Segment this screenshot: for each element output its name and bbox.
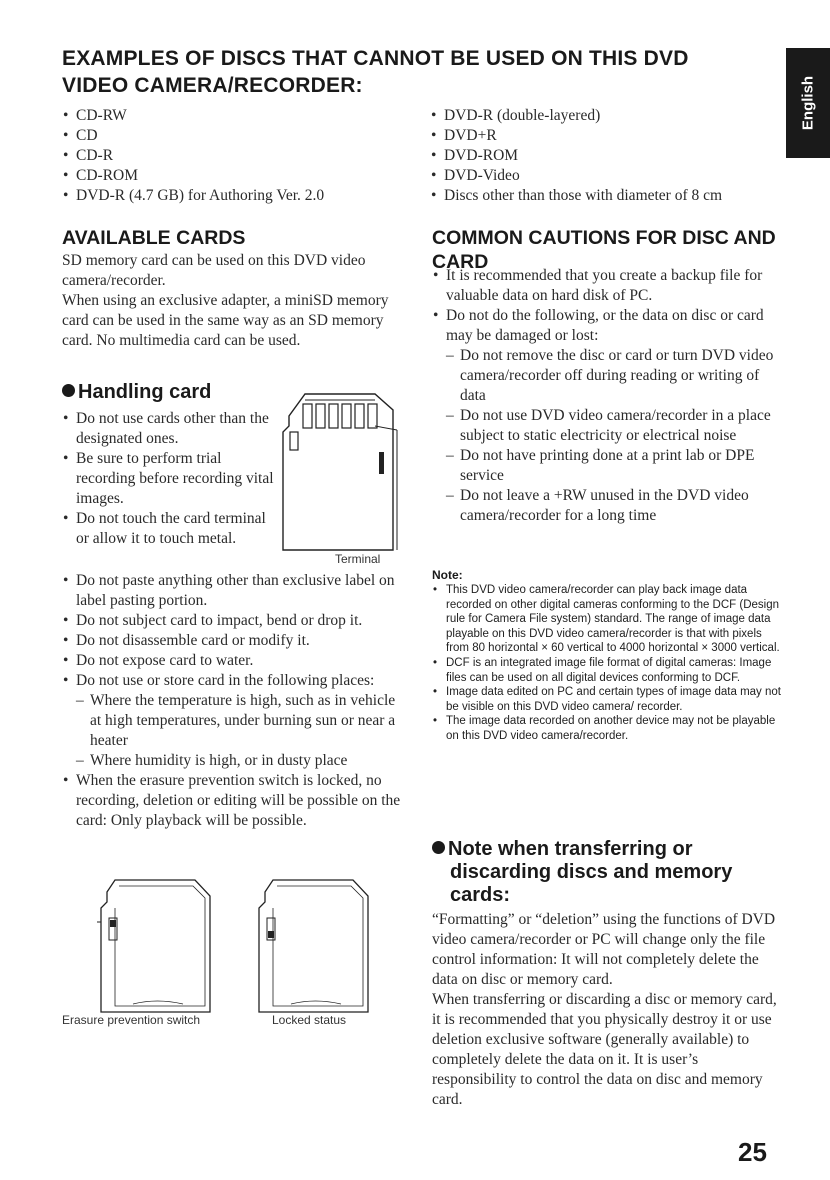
paragraph: SD memory card can be used on this DVD video camera/recorder. bbox=[62, 252, 366, 289]
list-item: • Image data edited on PC and certain types of image data may not be visible on this DVD video camera/ recorder. bbox=[432, 685, 782, 714]
list-item: • Do not expose card to water. bbox=[62, 651, 407, 671]
sub-item: – Do not remove the disc or card or turn DVD video camera/recorder off during reading or writing of data bbox=[446, 346, 782, 406]
list-item: • CD-RW bbox=[62, 106, 402, 126]
list-item: • DCF is an integrated image file format of digital cameras: Image files can be used on all digital devices conforming to DCF. bbox=[432, 656, 782, 685]
erasure-switch-label: Erasure prevention switch bbox=[62, 1013, 201, 1027]
unusable-discs-list-left bbox=[62, 106, 402, 206]
paragraph: “Formatting” or “deletion” using the functions of DVD video camera/recorder or PC will change only the file control information: It will not completely delete the data on disc or memory card. bbox=[432, 911, 776, 988]
available-cards-body bbox=[62, 251, 402, 351]
list-item: • The image data recorded on another device may not be playable on this DVD video camera/recorder. bbox=[432, 714, 782, 743]
transfer-heading-line2: discarding discs and memory bbox=[450, 861, 733, 883]
transfer-body bbox=[432, 910, 782, 1110]
list-item-text: Do not do the following, or the data on disc or card may be damaged or lost: bbox=[446, 307, 764, 344]
list-item: • This DVD video camera/recorder can play back image data recorded on other digital cameras conforming to the DCF (Design rule for Camera File system) standard. The range of image data playable on this DVD video camera/recorder is that with pixels from 80 horizontal × 60 vertical to 4000 horizontal × 3000 vertical. bbox=[432, 583, 782, 656]
list-item: • DVD-Video bbox=[430, 166, 790, 186]
list-item bbox=[432, 306, 782, 526]
list-item: • Do not paste anything other than exclusive label on label pasting portion. bbox=[62, 571, 407, 611]
list-item: • CD bbox=[62, 126, 402, 146]
sd-card-erasure-illustration bbox=[97, 878, 212, 1014]
paragraph: When transferring or discarding a disc or memory card, it is recommended that you physically destroy it or use deletion exclusive software (generally available) to completely delete the data on it. It is user’s responsibility to control the data on disc and memory card. bbox=[432, 991, 777, 1108]
list-item: • DVD-R (4.7 GB) for Authoring Ver. 2.0 bbox=[62, 186, 402, 206]
bullet-dot-icon bbox=[432, 841, 445, 854]
note-list bbox=[432, 583, 782, 744]
handling-card-heading-text: Handling card bbox=[78, 381, 212, 403]
list-item: • It is recommended that you create a backup file for valuable data on hard disk of PC. bbox=[432, 266, 782, 306]
sub-item: – Do not use DVD video camera/recorder in a place subject to static electricity or electrical noise bbox=[446, 406, 782, 446]
list-item bbox=[62, 671, 407, 771]
common-cautions-body bbox=[432, 266, 782, 526]
note-section bbox=[432, 568, 782, 744]
handling-card-heading bbox=[62, 380, 211, 405]
page-title: EXAMPLES OF DISCS THAT CANNOT BE USED ON THIS DVD VIDEO CAMERA/RECORDER: bbox=[62, 47, 689, 97]
transfer-heading bbox=[432, 838, 782, 907]
locked-status-label: Locked status bbox=[272, 1013, 347, 1027]
language-tab-label: English bbox=[799, 75, 817, 131]
list-item: • Be sure to perform trial recording before recording vital images. bbox=[62, 449, 282, 509]
list-item: • Do not use cards other than the designated ones. bbox=[62, 409, 282, 449]
unusable-discs-list-right bbox=[430, 106, 790, 206]
page-number: 25 bbox=[738, 1137, 767, 1167]
common-cautions-heading: COMMON CAUTIONS FOR DISC AND CARD bbox=[432, 227, 776, 273]
list-item: • DVD-ROM bbox=[430, 146, 790, 166]
bullet-dot-icon bbox=[62, 384, 75, 397]
sub-item: – Where humidity is high, or in dusty place bbox=[76, 751, 407, 771]
note-title: Note: bbox=[432, 568, 463, 582]
common-cautions-list bbox=[432, 266, 782, 526]
available-cards-heading: AVAILABLE CARDS bbox=[62, 227, 246, 249]
list-item: • CD-R bbox=[62, 146, 402, 166]
list-item: • DVD-R (double-layered) bbox=[430, 106, 790, 126]
sub-item: – Do not leave a +RW unused in the DVD video camera/recorder for a long time bbox=[446, 486, 782, 526]
sub-item: – Where the temperature is high, such as in vehicle at high temperatures, under burning sun or near a heater bbox=[76, 691, 407, 751]
handling-list-bottom bbox=[62, 571, 407, 831]
sd-card-terminal-illustration bbox=[275, 392, 405, 552]
handling-list-top bbox=[62, 409, 282, 549]
language-tab bbox=[786, 48, 830, 158]
terminal-label: Terminal bbox=[335, 552, 381, 566]
paragraph: When using an exclusive adapter, a miniSD memory card can be used in the same way as an SD memory card. No multimedia card can be used. bbox=[62, 292, 389, 349]
transfer-heading-line1: Note when transferring or bbox=[448, 838, 693, 860]
list-item: • Do not disassemble card or modify it. bbox=[62, 631, 407, 651]
transfer-heading-line3: cards: bbox=[450, 884, 511, 906]
sub-item: – Do not have printing done at a print lab or DPE service bbox=[446, 446, 782, 486]
list-item-text: Do not use or store card in the following places: bbox=[76, 672, 375, 689]
list-item: • DVD+R bbox=[430, 126, 790, 146]
list-item: • Do not touch the card terminal or allow it to touch metal. bbox=[62, 509, 282, 549]
sd-card-locked-illustration bbox=[255, 878, 370, 1014]
list-item: • Discs other than those with diameter of 8 cm bbox=[430, 186, 790, 206]
list-item: • Do not subject card to impact, bend or drop it. bbox=[62, 611, 407, 631]
list-item: • CD-ROM bbox=[62, 166, 402, 186]
list-item: • When the erasure prevention switch is locked, no recording, deletion or editing will be possible on the card: Only playback will be possible. bbox=[62, 771, 407, 831]
